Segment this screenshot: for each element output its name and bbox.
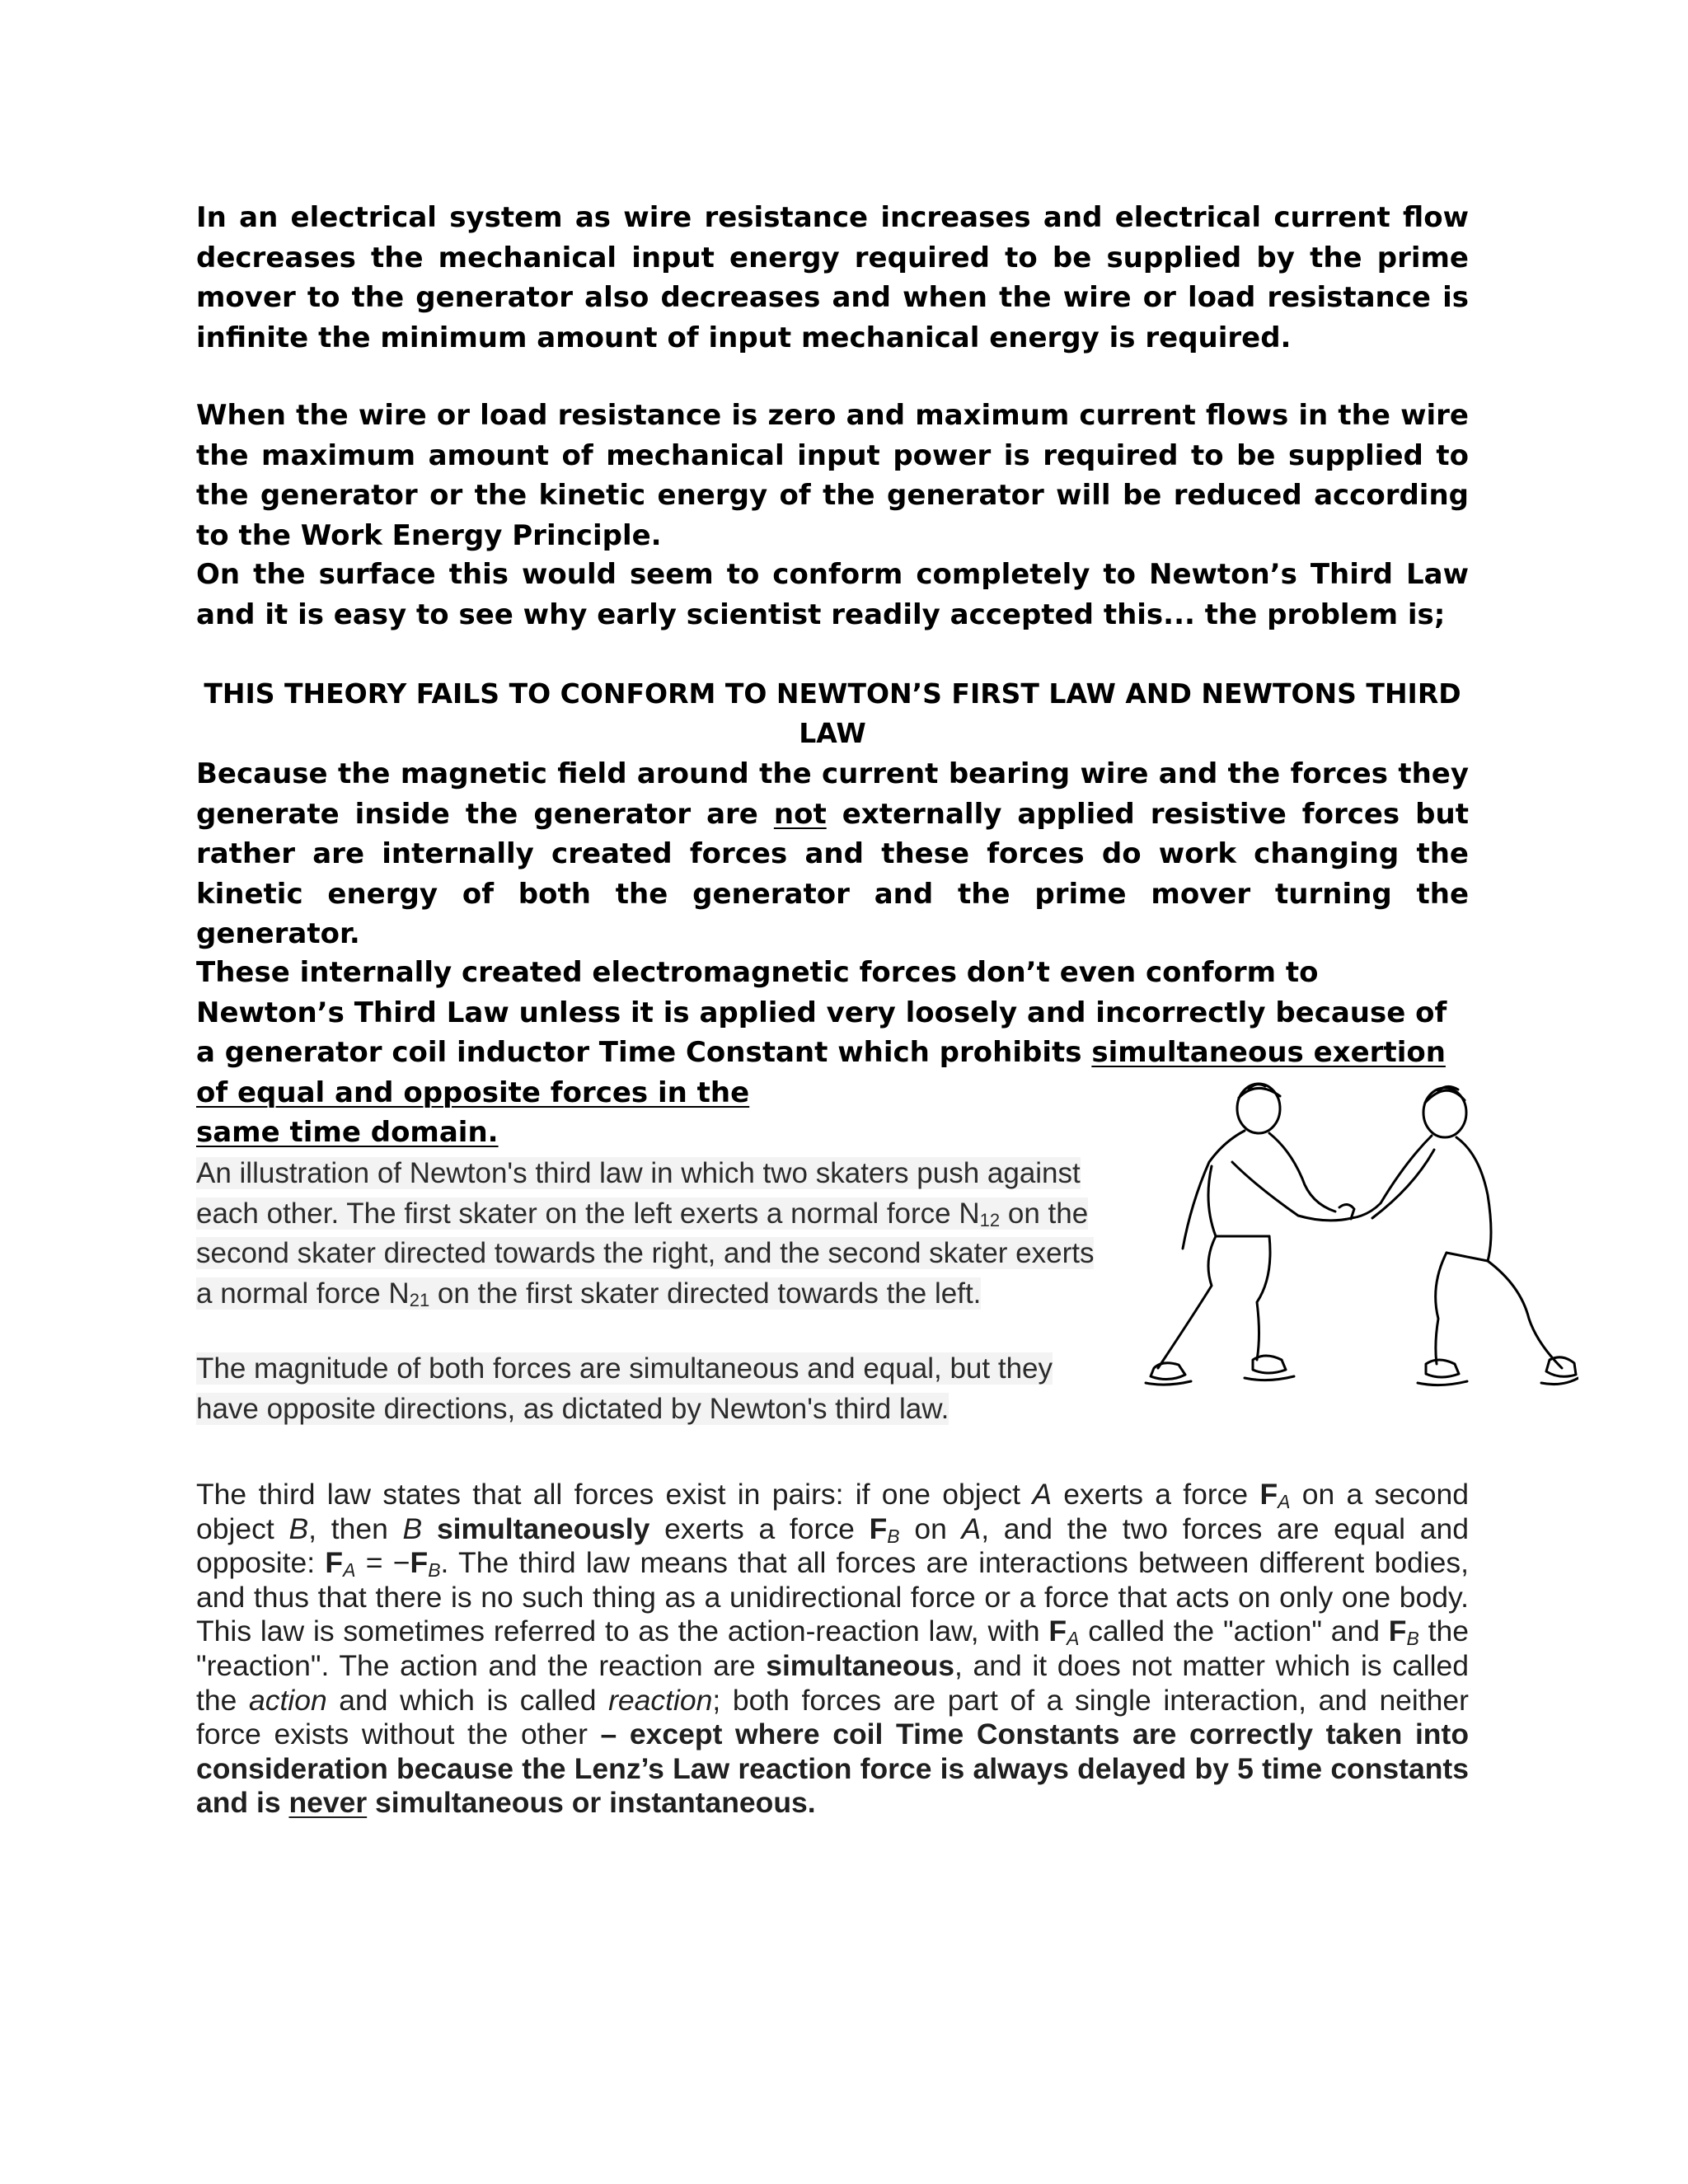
paragraph-newton-surface: On the surface this would seem to conform completely to Newton’s Third Law and it is easy to see why early scientist readily accepted this... the problem is;	[196, 558, 1469, 631]
skaters-illustration	[1133, 1071, 1578, 1418]
underlined-not: not	[773, 797, 827, 831]
paragraph-zero-resistance: When the wire or load resistance is zero and maximum current flows in the wire the maximum amount of mechanical input power is required to be supplied to the generator or the kinetic energy of the generator will be reduced according to the Work Energy Principle.	[196, 399, 1469, 552]
third-law-paragraph: The third law states that all forces exist in pairs: if one object A exerts a force $F_A$ on a second object B, then B simultaneously exerts a force $F_B$ on A, and the two forces are equal and opposite: $F_A = -F_B$. The third law means that all forces are interactions between different bodies, and thus that there is no such thing as a unidirectional force or a force that acts on only one body. This law is sometimes referred to as the action-reaction law, with $F_A$ called the "action" and $F_B$ the "reaction". The action and the reaction are simultaneous, and it does not matter which is called the action and which is called reaction; both forces are part of a single interaction, and neither force exists without the other – except where coil Time Constants are correctly taken into consideration because the Lenz’s Law reaction force is always delayed by 5 time constants and is never simultaneous or instantaneous.	[196, 1478, 1469, 1820]
paragraph-magnetic-field: Because the magnetic field around the current bearing wire and the forces they generate inside the generator are not externally applied resistive forces but rather are internally created forces and these forces do work changing the kinetic energy of both the generator and the prime mover turning the generator.	[196, 757, 1469, 950]
underlined-never: never	[288, 1786, 368, 1820]
paragraph-time-constant: These internally created electromagnetic forces don’t even conform to Newton’s Third Law unless it is applied very loosely and incorrectly because of a generator coil inductor Time Constant which prohibits simultaneous exertion of equal and opposite forces in the same time domain.	[196, 956, 1447, 1149]
magnitude-caption: The magnitude of both forces are simultaneous and equal, but they have opposite directions, as dictated by Newton's third law.	[196, 1352, 1053, 1425]
paragraph-resistance: In an electrical system as wire resistance increases and electrical current flow decreases the mechanical input energy required to be supplied by the prime mover to the generator also decreases and when the wire or load resistance is infinite the minimum amount of input mechanical energy is required.	[196, 201, 1469, 354]
right-skater	[1352, 1086, 1578, 1385]
underlined-simultaneous: simultaneous exertion of equal and opposite forces in the	[196, 1036, 1446, 1109]
left-skater	[1146, 1084, 1354, 1385]
skater-caption: An illustration of Newton's third law in which two skaters push against each other. The first skater on the left exerts a normal force $N_{12}$ on the second skater directed towards the right, and the second skater exerts a normal force $N_{21}$ on the first skater directed towards the left.	[196, 1157, 1095, 1310]
section-heading: THIS THEORY FAILS TO CONFORM TO NEWTON’S FIRST LAW AND NEWTONS THIRD LAW	[204, 677, 1461, 749]
underlined-time-domain: same time domain.	[196, 1116, 499, 1149]
